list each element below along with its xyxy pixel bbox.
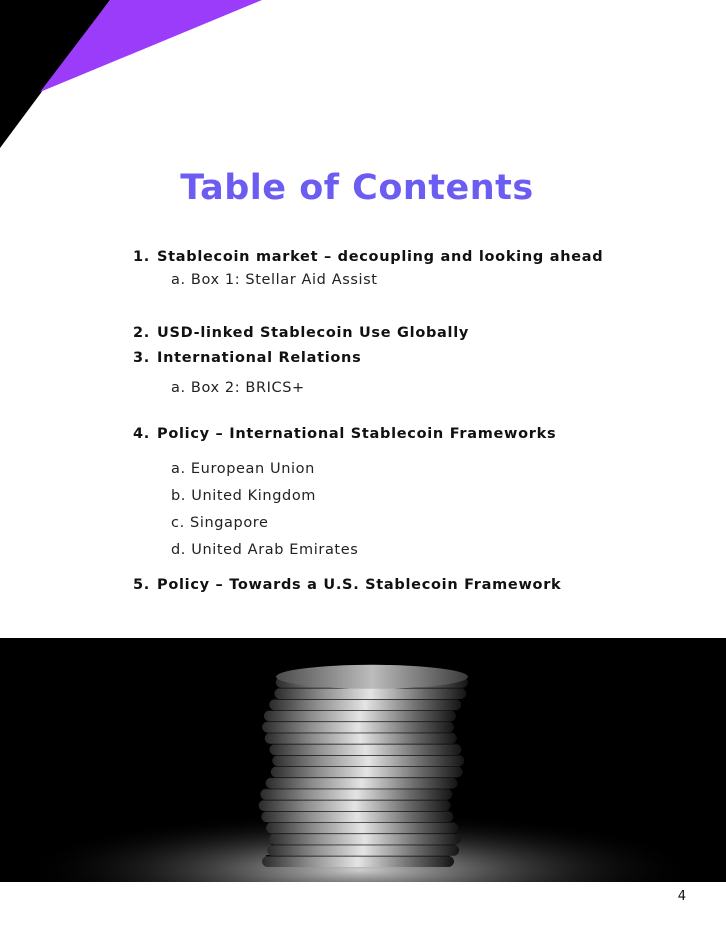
toc-item-number: 5. (133, 577, 150, 593)
toc-item-2[interactable] (133, 325, 469, 341)
toc-item-number: 2. (133, 325, 150, 341)
toc-subitem-letter: a. (171, 461, 186, 477)
toc-item-3[interactable] (133, 350, 361, 366)
toc-subitem-label: United Arab Emirates (191, 542, 359, 558)
toc-item-number: 3. (133, 350, 150, 366)
toc-item-label: International Relations (157, 350, 362, 366)
toc-subitem-4d[interactable] (171, 542, 358, 558)
toc-subitem-label: Box 1: Stellar Aid Assist (190, 272, 378, 288)
toc-item-4[interactable] (133, 426, 556, 442)
toc-item-number: 1. (133, 249, 150, 265)
toc-subitem-label: European Union (190, 461, 315, 477)
toc-subitem-letter: a. (171, 380, 186, 396)
toc-item-1[interactable] (133, 249, 603, 265)
toc-item-5[interactable] (133, 577, 561, 593)
coin-stack-photo (0, 638, 726, 882)
toc-item-label: Stablecoin market – decoupling and looking ahead (157, 249, 604, 265)
toc-item-label: USD-linked Stablecoin Use Globally (157, 325, 470, 341)
toc-subitem-letter: a. (171, 272, 186, 288)
toc-subitem-4b[interactable] (171, 488, 316, 504)
corner-decoration (0, 0, 270, 150)
toc-item-number: 4. (133, 426, 150, 442)
toc-item-label: Policy – International Stablecoin Frameworks (157, 426, 557, 442)
page-number: 4 (677, 889, 686, 904)
toc-subitem-letter: c. (171, 515, 185, 531)
toc-subitem-1a[interactable] (171, 272, 378, 288)
toc-item-label: Policy – Towards a U.S. Stablecoin Framework (157, 577, 562, 593)
toc-subitem-letter: b. (171, 488, 187, 504)
page-title: Table of Contents (180, 168, 534, 208)
toc-subitem-label: Singapore (190, 515, 269, 531)
toc-subitem-label: Box 2: BRICS+ (190, 380, 305, 396)
toc-subitem-4a[interactable] (171, 461, 315, 477)
toc-subitem-4c[interactable] (171, 515, 269, 531)
toc-subitem-label: United Kingdom (191, 488, 317, 504)
toc-subitem-letter: d. (171, 542, 187, 558)
toc-subitem-3a[interactable] (171, 380, 305, 396)
